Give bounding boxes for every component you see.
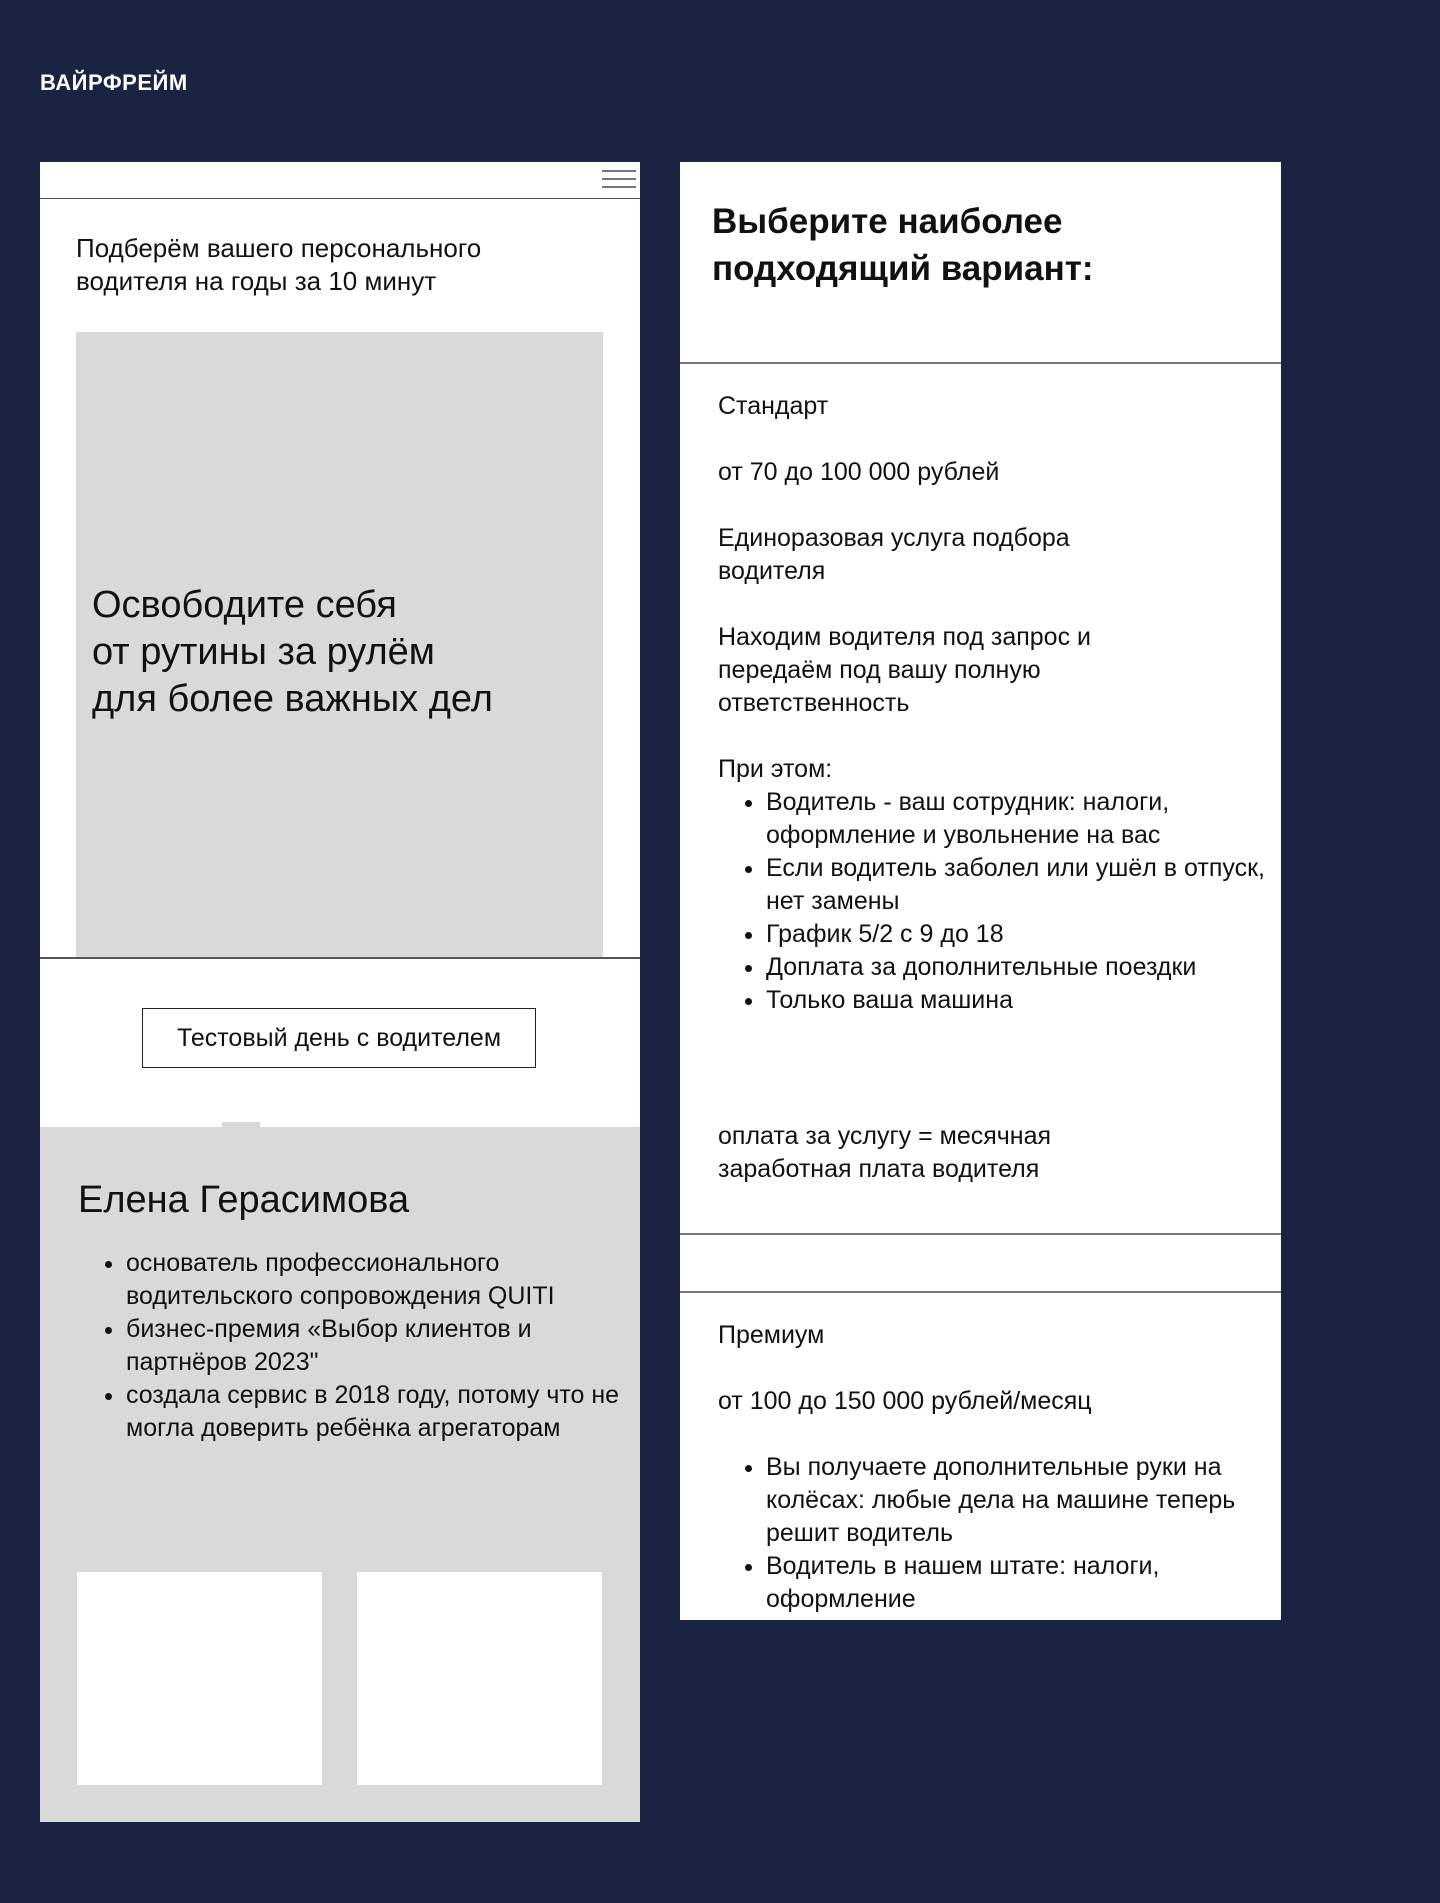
- hero-heading: [92, 582, 562, 723]
- list-item: • Вы получаете дополнительные руки на колёсах: любые дела на машине теперь решит водитель: [766, 1451, 1256, 1550]
- plan-name-premium: Премиум: [718, 1321, 825, 1349]
- list-item: • График 5/2 с 9 до 18: [766, 918, 1276, 951]
- hero-heading-line: Освободите себя: [92, 584, 397, 626]
- list-item: • Доплата за дополнительные поездки: [766, 951, 1276, 984]
- plan-details-standard: Находим водителя под запрос и передаём под вашу полную ответственность: [718, 623, 1091, 717]
- list-item: • Водитель - ваш сотрудник: налоги, оформление и увольнение на вас: [766, 786, 1276, 852]
- list-item: • Водитель в нашем штате: налоги, оформление: [766, 1550, 1256, 1616]
- menu-icon[interactable]: [602, 170, 636, 190]
- landing-screen-wireframe: [40, 162, 640, 1822]
- plan-name-standard: Стандарт: [718, 392, 829, 420]
- section-divider: [40, 957, 640, 959]
- founder-name: Елена Герасимова: [78, 1179, 410, 1221]
- list-item: • бизнес-премия «Выбор клиентов и партнёров 2023": [126, 1313, 626, 1379]
- pricing-screen-wireframe: [680, 162, 1281, 1620]
- plan-conditions-premium: [742, 1451, 1256, 1616]
- page-label: ВАЙРФРЕЙМ: [40, 70, 188, 95]
- list-item: • создала сервис в 2018 году, потому что не могла доверить ребёнка агрегаторам: [126, 1379, 626, 1445]
- plan-price-standard: от 70 до 100 000 рублей: [718, 458, 1000, 486]
- section-notch: [222, 1122, 260, 1130]
- photo-placeholder: [77, 1572, 322, 1785]
- section-divider: [680, 1233, 1281, 1235]
- plan-note-intro: При этом:: [718, 755, 833, 783]
- test-day-button[interactable]: Тестовый день с водителем: [142, 1008, 536, 1068]
- hero-heading-line: для более важных дел: [92, 678, 493, 720]
- photo-placeholder: [357, 1572, 602, 1785]
- list-item: • Только ваша машина: [766, 984, 1276, 1017]
- mobile-header: [40, 162, 640, 199]
- founder-section: [40, 1127, 640, 1822]
- founder-achievements: [102, 1247, 626, 1445]
- plan-payment-note: оплата за услугу = месячная заработная плата водителя: [718, 1122, 1052, 1183]
- section-divider: [680, 362, 1281, 364]
- hero-heading-line: от рутины за рулём: [92, 631, 435, 673]
- plans-title: Выберите наиболее подходящий вариант:: [712, 202, 1094, 288]
- plan-price-premium: от 100 до 150 000 рублей/месяц: [718, 1387, 1092, 1415]
- list-item: • основатель профессионального водительского сопровождения QUITI: [126, 1247, 626, 1313]
- plan-conditions-standard: [742, 786, 1276, 1017]
- hero-subtitle: Подберём вашего персонального водителя на годы за 10 минут: [76, 233, 482, 296]
- list-item: • Если водитель заболел или ушёл в отпуск, нет замены: [766, 852, 1276, 918]
- section-divider: [680, 1291, 1281, 1293]
- plan-description-standard: Единоразовая услуга подбора водителя: [718, 524, 1070, 585]
